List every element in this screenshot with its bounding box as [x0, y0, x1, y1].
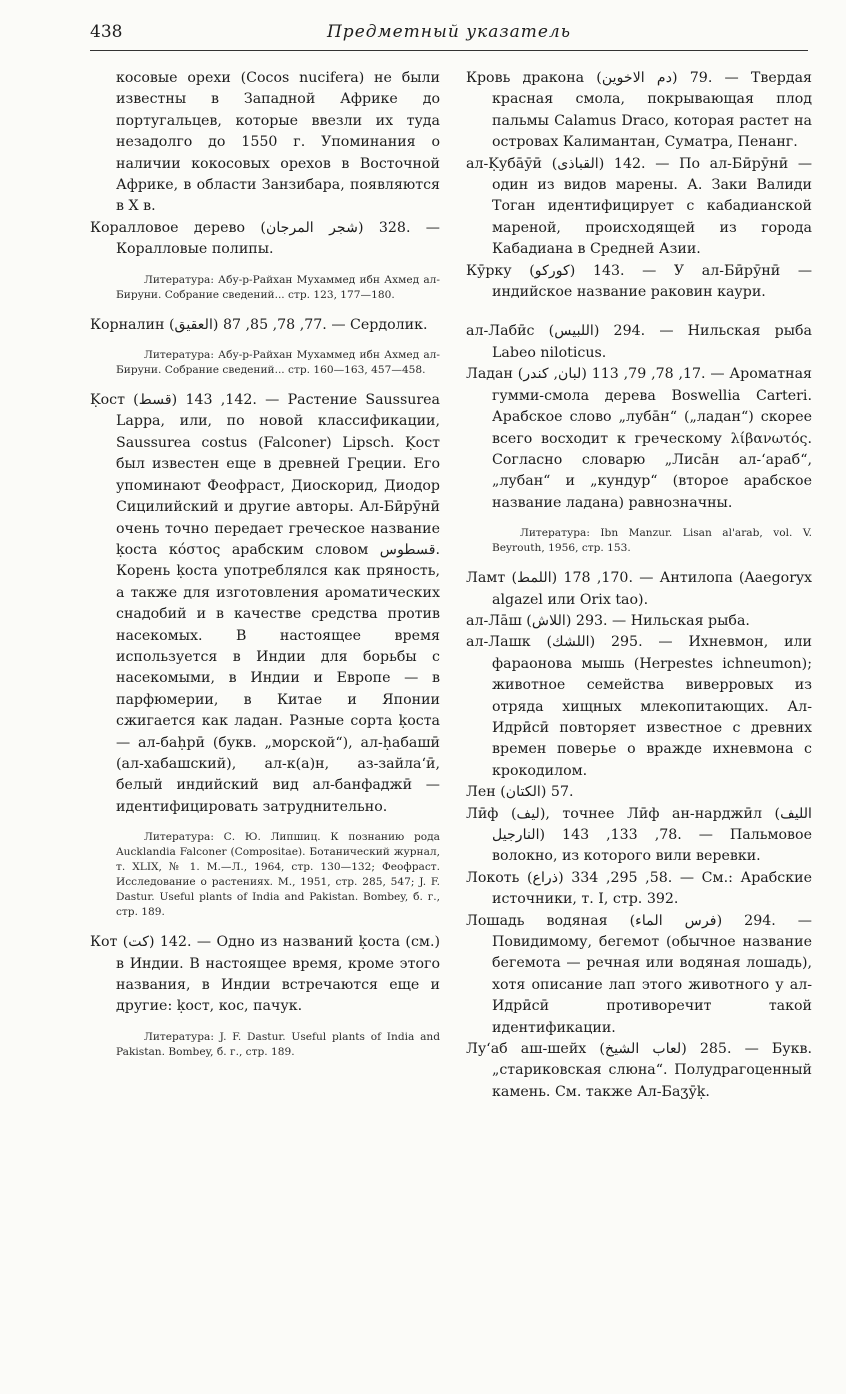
index-entry: Ḳост (قسط) 142, 143. — Растение Saussurea Lappa, или, по новой классификации, Saussurea costus (Falconer) Lipsch. Ḳост был известен еще в древней Греции. Его упоминают Феофраст, Диоскорид, Диодор Сицилийский и другие авторы. Ал-Бӣрӯнӣ очень точно передает греческое название ḳоста κόστος арабским словом قسطوس. Корень ḳоста употреблялся как пряность, а также для изготовления ароматических снадобий и в качестве средства против насекомых. В настоящее время используется в Индии для борьбы с насекомыми, в Индии и Европе — в парфюмерии, в Китае и Японии сжигается как ладан. Разные сорта ḳоста — ал-баḥрӣ (букв. „морской“), ал-ḥабашӣ (ал-хабашский), ал-к(а)н, аз-зайла‘ӣ, белый индийский вид ал-банфаджӣ — идентифицировать затруднительно. [90, 392, 440, 815]
index-entry: Лен (الكتان) 57. [466, 784, 574, 801]
index-entry: ал-Ḳубāӯӣ (القباذى) 142. — По ал-Бӣрӯнӣ — один из видов марены. А. Заки Валиди Тоган идентифицирует с кабадианской мареной, происходящей из города Кабадиана в Средней Азии. [466, 155, 813, 258]
index-entry: Лу‘аб аш-шейх (لعاب الشيخ) 285. — Букв. „стариковская слюна“. Полудрагоценный камень. См. также Ал-Баӡӯḳ. [466, 1041, 813, 1100]
index-entry: Лошадь водяная (فرس الماء) 294. — Повидимому, бегемот (обычное название бегемота — речная или водяная лошадь), хотя описание лап этого животного у ал-Идрӣсӣ противоречит такой идентификации. [466, 912, 812, 1036]
index-entry: ал-Лāш (اللاش) 293. — Нильская рыба. [466, 612, 750, 629]
index-entry: ал-Лашк (اللشك) 295. — Ихневмон, или фараонова мышь (Herpestes ichneumon); животное семейства виверровых из отряда хищных млекопитающих. Ал-Идрӣсӣ повторяет известное с древних времен поверье о вражде ихневмона с крокодилом. [466, 634, 812, 779]
entry-continuation: косовые орехи (Cocos nucifera) не были известны в Западной Африке до португальцев, которые ввезли их туда незадолго до 1550 г. Упоминания о наличии кокосовых орехов в Восточной Африке, в области Занзибара, появляются в X в. [116, 70, 440, 215]
literature-note: Литература: J. F. Dastur. Useful plants of India and Pakistan. Bombey, б. г., стр. 189. [116, 1030, 440, 1058]
page-number: 438 [90, 22, 123, 42]
right-column [466, 68, 812, 1103]
index-entry: Локоть (ذراع) 58, 295, 334. — См.: Арабские источники, т. I, стр. 392. [466, 869, 812, 908]
index-entry: Коралловое дерево (شجر المرجان) 328. — Коралловые полипы. [90, 219, 440, 258]
literature-note: Литература: Абу-р-Райхан Мухаммед ибн Ахмед ал-Бируни. Собрание сведений... стр. 123, 177—180. [116, 273, 440, 301]
running-title: Предметный указатель [326, 22, 572, 42]
left-column [90, 68, 440, 1072]
literature-note: Литература: С. Ю. Липшиц. К познанию рода Aucklandia Falconer (Compositae). Ботанический журнал, т. XLIX, № 1. М.—Л., 1964, стр. 130—132; Феофраст. Исследование о растениях. М., 1951, стр. 285, 547; J. F. Dastur. Useful plants of India and Pakistan. Bombey, б. г., стр. 189. [116, 831, 440, 919]
index-entry: Лӣф (ليف), точнее Лӣф ан-нарджӣл (الليف النارجيل) 78, 133, 143. — Пальмовое волокно, из которого вили веревки. [466, 805, 812, 865]
index-entry: Кӯрку (كوركو) 143. — У ал-Бӣрӯнӣ — индийское название раковин каури. [466, 262, 813, 301]
index-entry: Ламт (اللمط) 170, 178. — Антилопа (Aaegoryx algazel или Orix tao). [466, 570, 812, 608]
index-entry: Кровь дракона (دم الاخوين) 79. — Твердая красная смола, покрывающая плод пальмы Calamus Draco, которая растет на островах Калимантан, Суматра, Пенанг. [466, 70, 812, 151]
index-entry: Ладан (لبان, كندر) 17, 78, 79, 113. — Ароматная гумми-смола дерева Boswellia Carteri. Арабское слово „лубāн“ („ладан“) скорее всего восходит к греческому λίβανωτός. Согласно словарю „Лисāн ал-‘араб“, „лубан“ и „кундур“ (второе арабское название ладана) равнозначны. [466, 366, 812, 511]
literature-note: Литература: Ibn Manzur. Lisan al'arab, vol. V. Beyrouth, 1956, стр. 153. [492, 527, 812, 555]
index-entry: ал-Лабӣс (اللبيس) 294. — Нильская рыба Labeo niloticus. [466, 323, 812, 361]
index-entry: Кот (كت) 142. — Одно из названий ḳоста (см.) в Индии. В настоящее время, кроме этого названия, в Индии встречаются еще и другие: ḳост, кос, пачук. [90, 934, 440, 1015]
literature-note: Литература: Абу-р-Райхан Мухаммед ибн Ахмед ал-Бируни. Собрание сведений... стр. 160—163, 457—458. [116, 349, 440, 377]
header-rule [90, 50, 808, 51]
page-header [90, 22, 808, 52]
index-entry: Корналин (العقيق) 77, 78, 85, 87. — Сердолик. [90, 316, 428, 333]
entry-gap [466, 303, 812, 321]
